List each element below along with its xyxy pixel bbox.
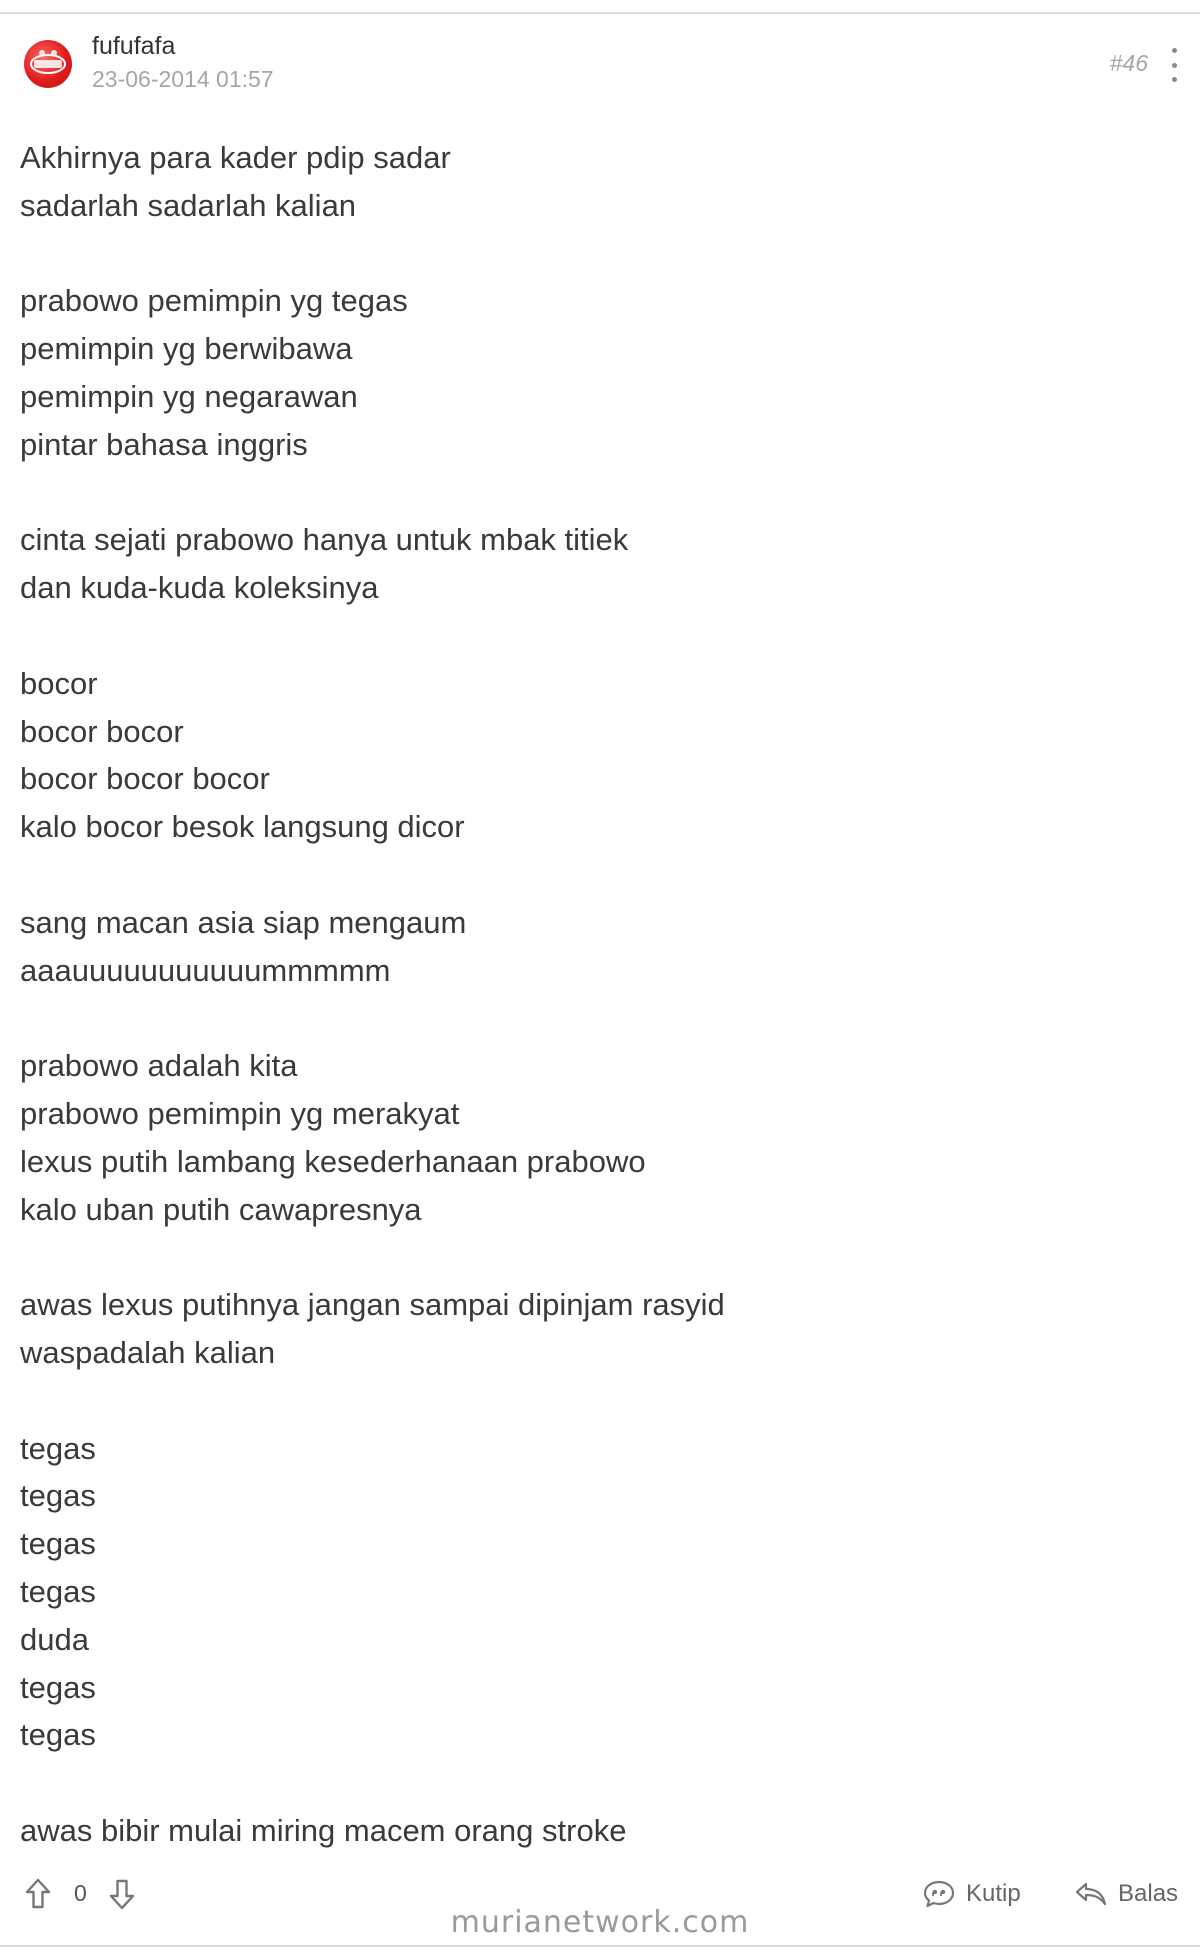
quote-bubble-icon — [922, 1879, 956, 1909]
post-text-line: pintar bahasa inggris — [20, 426, 308, 462]
post-text-line: sadarlah sadarlah kalian — [20, 187, 357, 223]
blank-line — [20, 994, 1170, 1042]
post-body — [20, 134, 1170, 1855]
post-username[interactable]: fufufafa — [92, 32, 176, 60]
post-text-line: tegas — [20, 1573, 96, 1609]
reply-label: Balas — [1118, 1880, 1179, 1907]
quote-button[interactable] — [922, 1876, 1021, 1912]
post-text-line: pemimpin yg negarawan — [20, 378, 358, 414]
post-card — [0, 14, 1200, 1945]
arrow-up-icon — [24, 1877, 52, 1911]
post-number[interactable]: #46 — [1109, 50, 1148, 76]
post-timestamp: 23-06-2014 01:57 — [92, 66, 274, 92]
post-text-line: dan kuda-kuda koleksinya — [20, 570, 379, 606]
post-text-line: bocor bocor — [20, 713, 184, 749]
vote-count: 0 — [74, 1880, 87, 1906]
arrow-down-icon — [108, 1877, 136, 1911]
post-text-line: tegas — [20, 1669, 96, 1705]
blank-line — [20, 851, 1170, 899]
quote-label: Kutip — [966, 1880, 1021, 1907]
bottom-divider — [0, 1945, 1200, 1947]
blank-line — [20, 1377, 1170, 1425]
upvote-button[interactable] — [24, 1874, 52, 1914]
post-text-line: pemimpin yg berwibawa — [20, 331, 353, 367]
post-text-line: kalo bocor besok langsung dicor — [20, 809, 465, 845]
post-text-line: prabowo pemimpin yg tegas — [20, 283, 408, 319]
blank-line — [20, 230, 1170, 278]
post-text-line: kalo uban putih cawapresnya — [20, 1191, 422, 1227]
blank-line — [20, 469, 1170, 517]
reply-arrow-icon — [1074, 1879, 1108, 1909]
post-text-line: aaauuuuuuuuuuummmmm — [20, 952, 391, 988]
post-footer — [0, 1874, 1200, 1924]
avatar-badge-icon — [24, 40, 72, 88]
post-text-line: tegas — [20, 1430, 96, 1466]
post-text-line: prabowo pemimpin yg merakyat — [20, 1095, 460, 1131]
post-text-line: awas lexus putihnya jangan sampai dipinjam rasyid — [20, 1287, 725, 1323]
post-text-line: prabowo adalah kita — [20, 1048, 298, 1084]
user-avatar[interactable] — [24, 40, 72, 88]
downvote-button[interactable] — [108, 1874, 136, 1914]
reply-button[interactable] — [1074, 1876, 1178, 1912]
blank-line — [20, 1233, 1170, 1281]
post-text-line: sang macan asia siap mengaum — [20, 904, 467, 940]
post-text-line: tegas — [20, 1478, 96, 1514]
post-text-line: duda — [20, 1621, 89, 1657]
post-text-line: cinta sejati prabowo hanya untuk mbak titiek — [20, 522, 629, 558]
more-vertical-icon[interactable] — [1164, 48, 1184, 82]
blank-line — [20, 612, 1170, 660]
post-text-line: Akhirnya para kader pdip sadar — [20, 140, 451, 175]
post-text-line: bocor — [20, 665, 98, 701]
post-text-line: bocor bocor bocor — [20, 761, 270, 797]
post-text-line: lexus putih lambang kesederhanaan prabowo — [20, 1143, 646, 1179]
post-text-line: awas bibir mulai miring macem orang stroke — [20, 1812, 627, 1848]
post-text-line: tegas — [20, 1717, 96, 1753]
post-text-line: waspadalah kalian — [20, 1334, 276, 1370]
post-text-line: tegas — [20, 1526, 96, 1562]
blank-line — [20, 1759, 1170, 1807]
watermark-text: murianetwork.com — [450, 1905, 750, 1940]
